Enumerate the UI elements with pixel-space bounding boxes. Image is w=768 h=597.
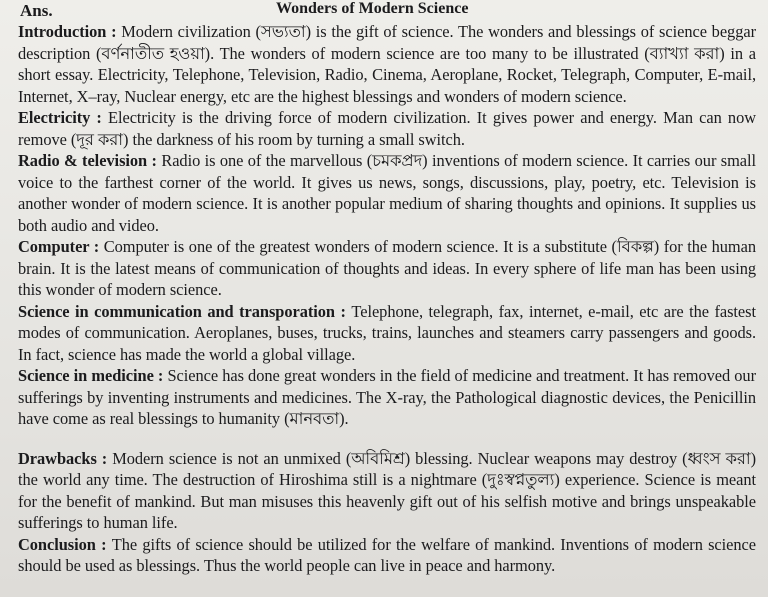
paragraph-communication-transport [18, 301, 756, 366]
heading-introduction: Introduction : [18, 22, 122, 41]
paragraph-computer [18, 236, 756, 301]
page-title: Wonders of Modern Science [276, 0, 469, 17]
text-drawbacks: Modern science is not an unmixed (অবিমিশ্র) blessing. Nuclear weapons may destroy (ধ্বংস করা) the world any time. The destruction of Hiroshima still is a nightmare (দুঃস্বপ্নতুল্য) experience. Science is meant for the benefit of mankind. But man misuses this heavenly gift out of his selfish motive and brings unspeakable sufferings to human life. [18, 448, 756, 532]
heading-communication-transport: Science in communication and transporation : [18, 301, 352, 321]
heading-conclusion: Conclusion : [18, 534, 112, 554]
text-conclusion: The gifts of science should be utilized for the welfare of mankind. Inventions of modern science should be used as blessings. Thus the world people can live in peace and harmony. [18, 534, 756, 575]
text-introduction: Modern civilization (সভ্যতা) is the gift of science. The wonders and blessings of science beggar description (বর্ণনাতীত হওয়া). The wonders of modern science are too many to be illustrated (ব্যাখ্যা করা) in a short essay. Electricity, Telephone, Television, Radio, Cinema, Aeroplane, Rocket, Telegraph, Computer, E-mail, Internet, X–ray, Nuclear energy, etc are the highest blessings and wonders of modern science. [18, 22, 756, 106]
heading-radio-television: Radio & television : [18, 151, 162, 170]
paragraph-drawbacks [18, 448, 756, 534]
text-medicine: Science has done great wonders in the field of medicine and treatment. It has removed our sufferings by inventing instruments and medicines. The X-ray, the Pathological diagnostic devices, the Penicillin have come as real blessings to humanity (মানবতা). [18, 366, 756, 428]
heading-medicine: Science in medicine : [18, 366, 168, 385]
text-computer: Computer is one of the greatest wonders of modern science. It is a substitute (বিকল্প) for the human brain. It is the latest means of communication of thoughts and ideas. In every sphere of life man has been using this wonder of modern science. [18, 237, 757, 299]
header [18, 0, 756, 21]
section-spacer [18, 430, 756, 448]
heading-drawbacks: Drawbacks : [18, 448, 113, 468]
paragraph-introduction [18, 21, 756, 107]
text-electricity: Electricity is the driving force of modern civilization. It gives power and energy. Man can now remove (দূর করা) the darkness of his room by turning a small switch. [18, 108, 756, 149]
heading-electricity: Electricity : [18, 108, 109, 127]
text-communication-transport: Telephone, telegraph, fax, internet, e-mail, etc are the fastest modes of communication. Aeroplanes, buses, trucks, trains, launches and steamers carry passengers and goods. In fact, science has made the world a global village. [18, 301, 756, 364]
answer-label: Ans. [20, 1, 53, 20]
paragraph-electricity [18, 107, 756, 150]
paragraph-conclusion [18, 534, 756, 577]
paragraph-radio-television [18, 150, 756, 236]
paragraph-medicine [18, 365, 756, 430]
heading-computer: Computer : [18, 237, 104, 256]
text-radio-television: Radio is one of the marvellous (চমকপ্রদ) inventions of modern science. It carries our small voice to the farthest corner of the world. It gives us news, songs, discussions, play, poetry, etc. Television is another wonder of modern science. It is another popular medium of sharing thoughts and opinions. It supplies us both audio and video. [18, 151, 757, 235]
